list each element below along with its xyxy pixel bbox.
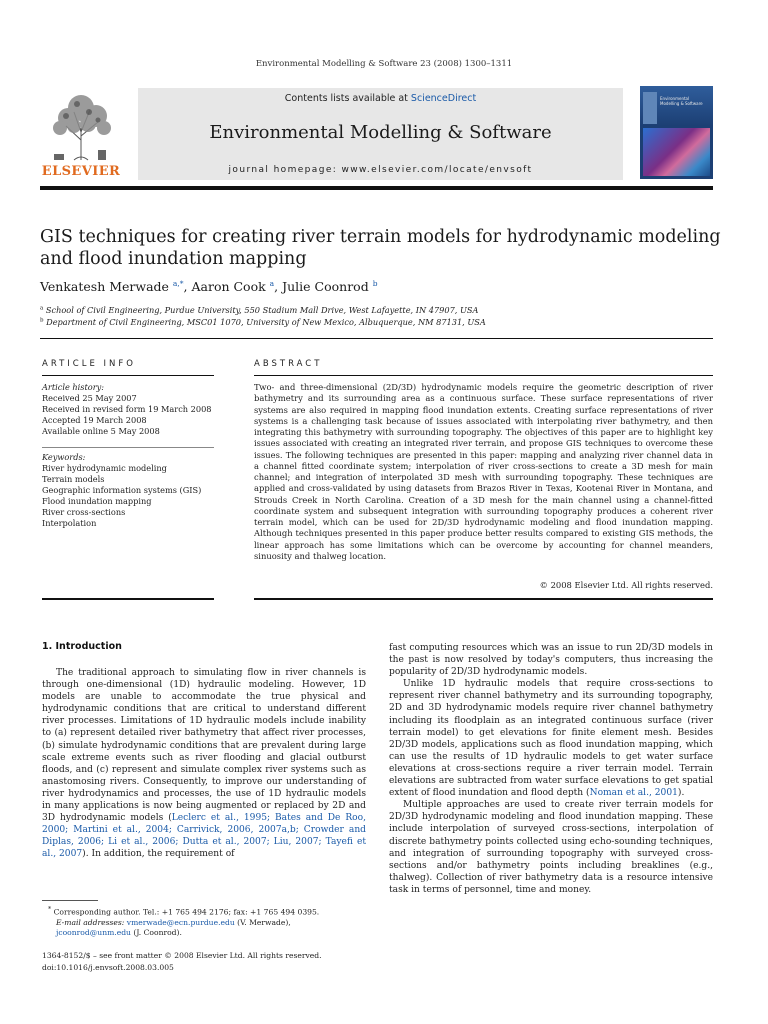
reference-links[interactable]: Leclerc et al., 1995; Bates and De Roo, 2000; Martini et al., 2004; Carrivick, 2006, 2007a,b; Crowder and Diplas, 2006; Li et al., 2006; Dutta et al., 2007; Liu, 2007; Tayefi et al., 2007 — [42, 813, 367, 860]
keywords — [42, 452, 214, 529]
cover-title: Environmental Modelling & Software — [660, 96, 703, 106]
keyword-item: Interpolation — [42, 518, 97, 528]
journal-citation: Environmental Modelling & Software 23 (2008) 1300–1311 — [255, 59, 513, 69]
paragraph-text: ). — [677, 788, 685, 799]
paragraph-text: ). In addition, the requirement of — [82, 849, 235, 860]
right-column — [389, 642, 713, 896]
divider — [42, 447, 214, 448]
history-item: Received in revised form 19 March 2008 — [42, 404, 212, 414]
reference-link[interactable]: Noman et al., 2001 — [589, 788, 678, 799]
divider — [254, 598, 713, 600]
author-name: Julie Coonrod — [282, 279, 369, 295]
abstract-copyright: © 2008 Elsevier Ltd. All rights reserved. — [539, 580, 713, 590]
publisher-name: ELSEVIER — [41, 164, 121, 179]
abstract-text: Two- and three-dimensional (2D/3D) hydrodynamic models require the geometric description of river bathymetry and its surrounding area as a continuous surface. These surface representations of river systems are also required in mapping flood inundation extents. Creating surface representations of river systems is a challenging task because of issues associated with interpolating river bathymetry, and then integrating this bathymetry with surrounding topography. The objectives of this paper are to highlight key issues associated with creating an integrated river terrain, and propose GIS techniques to overcome these issues. The following techniques are presented in this paper: mapping and analyzing river channel data in a channel fitted coordinate system; interpolation of river cross-sections to create a 3D mesh for main channel; and integration of interpolated 3D mesh with surrounding topography. These techniques are applied and cross-validated by using datasets from Brazos River in Texas, Kootenai River in Montana, and Strouds Creek in North Carolina. Creation of a 3D mesh for the main channel using a channel-fitted coordinate system and subsequent integration with surrounding topography produces a coherent river terrain model, which can be used for 2D/3D hydrodynamic modeling and flood inundation mapping. Although techniques presented in this paper produce better results compared to existing GIS methods, the linear approach has some limitations which can be overcome by accounting for channel meanders, sinuosity and thalweg location. — [254, 382, 713, 561]
email-owner: (V. Merwade), — [237, 917, 291, 927]
author-name: Aaron Cook — [191, 279, 266, 295]
author-name: Venkatesh Merwade — [40, 279, 169, 295]
affiliation-mark: b — [40, 317, 44, 324]
divider — [42, 598, 214, 600]
contents-prefix: Contents lists available at — [284, 93, 411, 104]
affiliation — [40, 305, 478, 315]
paragraph: Multiple approaches are used to create river terrain models for 2D/3D hydrodynamic modeling and flood inundation mapping. These include interpolation of surveyed cross-sections, interpolation of discrete bathymetry points collected using echo-sounding techniques, and integration of surrounding topography with surveyed cross-sections and/or bathymetry points including breaklines (e.g., thalweg). Collection of river bathymetry data is a resource intensive task in terms of personnel, time and money. — [389, 800, 713, 895]
footnote — [42, 905, 366, 938]
footnote-mark: * — [48, 906, 52, 913]
email-link[interactable]: jcoonrod@unm.edu — [56, 927, 131, 937]
affiliation-text: School of Civil Engineering, Purdue University, 550 Stadium Mall Drive, West Lafayette, IN 47907, USA — [45, 305, 479, 315]
elsevier-logo — [40, 88, 122, 180]
keyword-item: River hydrodynamic modeling — [42, 463, 167, 473]
left-column — [42, 667, 366, 861]
issn-line: 1364-8152/$ – see front matter © 2008 Elsevier Ltd. All rights reserved. — [42, 951, 322, 960]
divider — [254, 375, 713, 376]
paragraph-text: The traditional approach to simulating flow in river channels is through one-dimensional (1D) hydraulic modeling. However, 1D models are unable to accommodate the true physical and hydrodynamic conditions that are critical to understand different river processes. Limitations of 1D hydraulic models include inability to (a) represent detailed river bathymetry that affect river processes, (b) simulate hydrodynamic conditions that are prevalent during large scale extreme events such as river flooding and glacial outburst floods, and (c) represent and simulate complex river systems such as anastomosing rivers. Consequently, to improve our understanding of river hydrodynamics and processes, the use of 1D hydraulic models in many applications is now being augmented or replaced by 2D and 3D hydrodynamic models ( — [42, 668, 366, 824]
email-link[interactable]: vmerwade@ecn.purdue.edu — [126, 917, 235, 927]
cover-side-bar — [643, 92, 657, 124]
front-matter — [42, 950, 322, 974]
footnote-line — [42, 905, 366, 918]
header-rule — [40, 186, 713, 190]
affiliation-mark: a — [40, 305, 44, 312]
journal-cover — [640, 86, 713, 179]
paragraph: fast computing resources which was an issue to run 2D/3D models in the past is now resolved by today's computers, thus increasing the popularity of 2D/3D hydrodynamic models. — [389, 643, 713, 678]
paragraph — [389, 678, 713, 799]
footnote-text: Corresponding author. Tel.: +1 765 494 2176; fax: +1 765 494 0395. — [53, 907, 320, 917]
email-owner: (J. Coonrod). — [133, 927, 182, 937]
author-marks[interactable]: a — [269, 279, 275, 288]
tree-icon — [44, 88, 118, 162]
article-history — [42, 382, 214, 437]
keyword-item: Terrain models — [42, 474, 105, 484]
author-marks[interactable]: b — [372, 279, 378, 288]
history-item: Received 25 May 2007 — [42, 393, 137, 403]
keyword-item: Geographic information systems (GIS) — [42, 485, 202, 495]
sciencedirect-link[interactable]: ScienceDirect — [410, 93, 477, 104]
contents-line — [138, 93, 623, 104]
divider — [42, 375, 214, 376]
journal-header — [138, 88, 623, 180]
footnote-line — [42, 918, 366, 938]
author-list: Venkatesh Merwade $^{a,*}$, Aaron Cook $^a$, Julie Coonrod $^b$ — [40, 279, 378, 295]
affiliation-text: Department of Civil Engineering, MSC01 1070, University of New Mexico, Albuquerque, NM 87131, USA — [46, 317, 486, 327]
abstract-label: ABSTRACT — [254, 359, 323, 369]
history-item: Accepted 19 March 2008 — [42, 415, 147, 425]
history-heading: Article history: — [42, 382, 104, 392]
paragraph-text: Unlike 1D hydraulic models that require cross-sections to represent river channel bathymetry and its surrounding topography, 2D and 3D hydrodynamic models require river channel bathymetry including its floodplain as an integrated continuous surface (river terrain model) to get elevations for finite element mesh. Besides 2D/3D models, applications such as flood inundation mapping, which can use the results of 1D hydraulic models to get water surface elevations at cross-sections require a river terrain model. Terrain elevations are subtracted from water surface elevations to get spatial extent of flood inundation and flood depth ( — [389, 679, 713, 799]
email-label: E-mail addresses: — [56, 917, 125, 927]
paragraph — [42, 667, 366, 861]
journal-homepage[interactable]: journal homepage: www.elsevier.com/locate/envsoft — [228, 165, 533, 175]
cover-image — [643, 128, 710, 176]
keyword-item: River cross-sections — [42, 507, 126, 517]
article-title: GIS techniques for creating river terrain models for hydrodynamic modeling and flood inundation mapping — [40, 227, 721, 269]
keyword-item: Flood inundation mapping — [42, 496, 152, 506]
section-heading: 1. Introduction — [42, 641, 122, 652]
article-info-label: ARTICLE INFO — [42, 359, 136, 369]
affiliation — [40, 317, 486, 327]
keywords-heading: Keywords: — [42, 452, 86, 462]
history-item: Available online 5 May 2008 — [42, 426, 160, 436]
doi-line[interactable]: doi:10.1016/j.envsoft.2008.03.005 — [42, 963, 174, 972]
author-marks[interactable]: a,* — [172, 279, 184, 288]
divider — [40, 338, 713, 339]
journal-title: Environmental Modelling & Software — [209, 122, 552, 143]
footnote-rule — [42, 900, 98, 901]
